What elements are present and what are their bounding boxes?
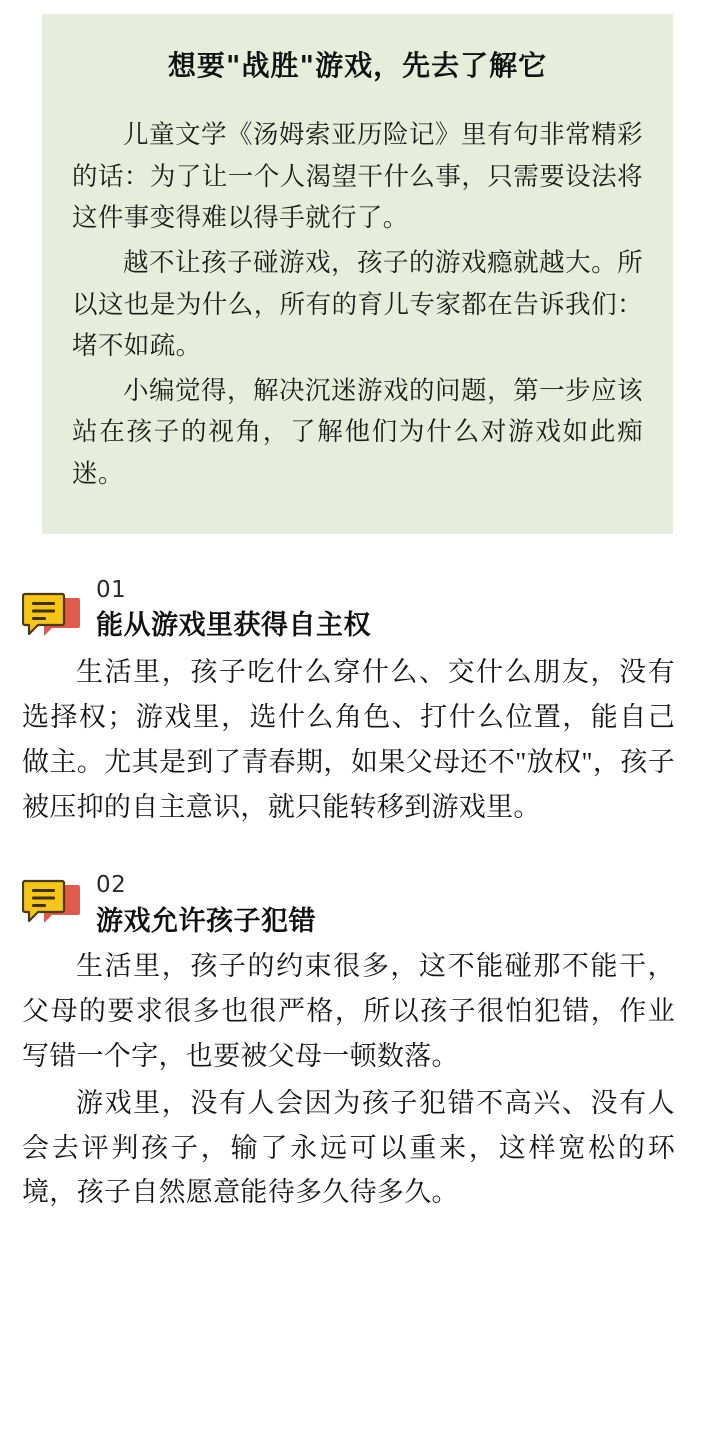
section-title: 能从游戏里获得自主权 (96, 610, 371, 642)
section-number: 02 (96, 872, 127, 899)
intro-paragraph: 儿童文学《汤姆索亚历险记》里有句非常精彩的话：为了让一个人渴望干什么事，只需要设法将这件事变得难以得手就行了。 (72, 120, 643, 232)
section-02 (22, 873, 675, 1215)
intro-paragraph: 小编觉得，解决沉迷游戏的问题，第一步应该站在孩子的视角，了解他们为什么对游戏如此痴迷。 (72, 376, 643, 488)
section-body (22, 944, 675, 1215)
section-body (22, 650, 675, 829)
section-heading-text (96, 578, 675, 643)
page-title: 想要"战胜"游戏，先去了解它 (167, 49, 548, 82)
section-header (22, 578, 675, 644)
section-heading-text (96, 873, 675, 938)
section-header (22, 873, 675, 938)
speech-bubble-icon (22, 592, 82, 644)
section-01 (22, 578, 675, 829)
intro-card (42, 14, 673, 534)
section-number: 01 (96, 577, 127, 604)
section-title: 游戏允许孩子犯错 (96, 905, 316, 937)
article-page (0, 14, 701, 1452)
section-paragraph: 游戏里，没有人会因为孩子犯错不高兴、没有人会去评判孩子，输了永远可以重来，这样宽松的环境，孩子自然愿意能待多久待多久。 (22, 1087, 675, 1208)
section-paragraph: 生活里，孩子的约束很多，这不能碰那不能干，父母的要求很多也很严格，所以孩子很怕犯错，作业写错一个字，也要被父母一顿数落。 (22, 951, 675, 1071)
page-bottom-spacer (0, 1217, 701, 1235)
section-paragraph: 生活里，孩子吃什么穿什么、交什么朋友，没有选择权；游戏里，选什么角色、打什么位置，能自己做主。尤其是到了青春期，如果父母还不"放权"，孩子被压抑的自主意识，就只能转移到游戏里。 (22, 657, 675, 822)
speech-bubble-icon (22, 879, 82, 931)
intro-paragraph: 越不让孩子碰游戏，孩子的游戏瘾就越大。所以这也是为什么，所有的育儿专家都在告诉我们：堵不如疏。 (72, 248, 643, 360)
